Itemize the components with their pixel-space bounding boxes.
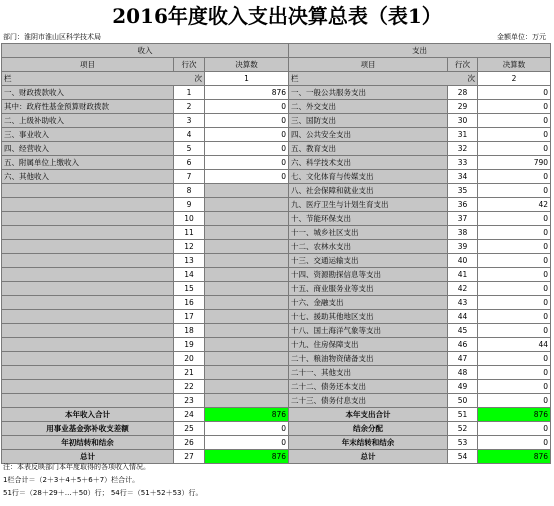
ci-label: 次: [467, 74, 476, 83]
income-item-label: [2, 324, 174, 338]
expense-summary-row-number: 53: [448, 436, 478, 450]
income-item-label: [2, 268, 174, 282]
table-row: [2, 212, 551, 226]
income-row-number: 8: [174, 184, 205, 198]
expense-amount: 0: [478, 366, 551, 380]
income-amount: [205, 366, 289, 380]
expense-row-number: 37: [448, 212, 478, 226]
income-summary-row-number: 26: [174, 436, 205, 450]
expense-summary-amount: 876: [478, 450, 551, 464]
income-row-number: 14: [174, 268, 205, 282]
budget-table: [1, 43, 551, 464]
income-amount: 0: [205, 142, 289, 156]
expense-row-number: 48: [448, 366, 478, 380]
summary-row: [2, 422, 551, 436]
income-amount: [205, 254, 289, 268]
expense-summary-label: 本年支出合计: [289, 408, 448, 422]
section-header-row: [2, 44, 551, 58]
expense-amount: 0: [478, 394, 551, 408]
income-item-label: 六、其他收入: [2, 170, 174, 184]
table-row: [2, 366, 551, 380]
expense-row-number: 29: [448, 100, 478, 114]
income-amount: [205, 352, 289, 366]
expense-item-label: 九、医疗卫生与计划生育支出: [289, 198, 448, 212]
income-row-number: 23: [174, 394, 205, 408]
expense-amount: 0: [478, 100, 551, 114]
table-row: [2, 394, 551, 408]
expense-item-label: 五、教育支出: [289, 142, 448, 156]
expense-item-label: 一、一般公共服务支出: [289, 86, 448, 100]
expense-item-label: 二、外交支出: [289, 100, 448, 114]
expense-amount: 0: [478, 184, 551, 198]
income-amount: 876: [205, 86, 289, 100]
table-row: [2, 86, 551, 100]
expense-item-label: 八、社会保障和就业支出: [289, 184, 448, 198]
income-amount: 0: [205, 170, 289, 184]
expense-amount: 0: [478, 282, 551, 296]
income-row-number: 9: [174, 198, 205, 212]
footnotes: [3, 461, 202, 500]
expense-summary-label: 年末结转和结余: [289, 436, 448, 450]
income-summary-row-number: 24: [174, 408, 205, 422]
expense-summary-amount: 0: [478, 422, 551, 436]
income-item-label: [2, 394, 174, 408]
ci-label: 次: [194, 74, 202, 83]
income-item-label: [2, 352, 174, 366]
income-amount: 0: [205, 100, 289, 114]
expense-row-number: 38: [448, 226, 478, 240]
income-summary-label: 用事业基金弥补收支差额: [2, 422, 174, 436]
income-summary-amount: 876: [205, 408, 289, 422]
expense-item-label: 六、科学技术支出: [289, 156, 448, 170]
income-row-number: 19: [174, 338, 205, 352]
table-row: [2, 268, 551, 282]
department-label: 部门：淮阴市淮山区科学技术局: [3, 33, 101, 41]
expense-amount: 0: [478, 86, 551, 100]
income-amount: [205, 226, 289, 240]
expense-lan-ci-cell: [289, 72, 478, 86]
table-row: [2, 352, 551, 366]
expense-row-number: 49: [448, 380, 478, 394]
income-row-number: 18: [174, 324, 205, 338]
income-amount: [205, 380, 289, 394]
expense-item-label: 七、文化体育与传媒支出: [289, 170, 448, 184]
expense-row-number: 42: [448, 282, 478, 296]
income-amount: [205, 268, 289, 282]
income-amount: 0: [205, 156, 289, 170]
expense-amount: 0: [478, 212, 551, 226]
income-amount: [205, 338, 289, 352]
income-row-number: 4: [174, 128, 205, 142]
expense-amount: 0: [478, 226, 551, 240]
expense-item-label: 十、节能环保支出: [289, 212, 448, 226]
income-summary-amount: 0: [205, 436, 289, 450]
expense-row-number: 32: [448, 142, 478, 156]
table-row: [2, 380, 551, 394]
table-row: [2, 282, 551, 296]
income-section-header: 收入: [2, 44, 289, 58]
income-amount: [205, 198, 289, 212]
lan-label: 栏: [4, 74, 12, 83]
footnote-line: 注：本表反映部门本年度取得的各项收入情况。: [3, 463, 150, 471]
income-row-number: 16: [174, 296, 205, 310]
income-item-label: [2, 282, 174, 296]
table-row: [2, 142, 551, 156]
expense-summary-amount: 876: [478, 408, 551, 422]
expense-amount: 0: [478, 170, 551, 184]
income-amount: [205, 212, 289, 226]
expense-item-label: 十四、资源勘探信息等支出: [289, 268, 448, 282]
summary-row: [2, 408, 551, 422]
income-item-label: [2, 226, 174, 240]
expense-summary-amount: 0: [478, 436, 551, 450]
expense-amount: 0: [478, 254, 551, 268]
income-summary-amount: 876: [205, 450, 289, 464]
expense-row-number: 40: [448, 254, 478, 268]
expense-item-label: 二十、粮油物资储备支出: [289, 352, 448, 366]
income-row-number: 2: [174, 100, 205, 114]
income-row-number: 3: [174, 114, 205, 128]
column-header-row: [2, 58, 551, 72]
expense-row-number: 39: [448, 240, 478, 254]
expense-amount: 0: [478, 324, 551, 338]
expense-row-number: 28: [448, 86, 478, 100]
expense-item-label: 二十一、其他支出: [289, 366, 448, 380]
expense-item-label: 四、公共安全支出: [289, 128, 448, 142]
income-row-number: 20: [174, 352, 205, 366]
expense-amount: 0: [478, 268, 551, 282]
income-row-number: 13: [174, 254, 205, 268]
income-summary-row-number: 27: [174, 450, 205, 464]
expense-amount: 790: [478, 156, 551, 170]
income-amount: [205, 296, 289, 310]
income-item-label: 三、事业收入: [2, 128, 174, 142]
income-amount: [205, 310, 289, 324]
expense-section-header: 支出: [289, 44, 551, 58]
income-summary-row-number: 25: [174, 422, 205, 436]
income-amount-header: 决算数: [205, 58, 289, 72]
income-row-number: 7: [174, 170, 205, 184]
income-row-number: 5: [174, 142, 205, 156]
income-row-number: 11: [174, 226, 205, 240]
income-amount: [205, 184, 289, 198]
income-item-label: [2, 380, 174, 394]
expense-row-number: 31: [448, 128, 478, 142]
table-row: [2, 310, 551, 324]
expense-amount: 0: [478, 142, 551, 156]
income-item-header: 项目: [2, 58, 174, 72]
income-row-number: 1: [174, 86, 205, 100]
income-item-label: 其中：政府性基金预算财政拨款: [2, 100, 174, 114]
income-item-label: [2, 366, 174, 380]
expense-amount: 0: [478, 310, 551, 324]
income-summary-amount: 0: [205, 422, 289, 436]
table-row: [2, 114, 551, 128]
income-summary-label: 本年收入合计: [2, 408, 174, 422]
expense-row-number: 50: [448, 394, 478, 408]
table-row: [2, 338, 551, 352]
expense-row-no-header: 行次: [448, 58, 478, 72]
income-amount: 0: [205, 128, 289, 142]
expense-item-label: 十八、国土海洋气象等支出: [289, 324, 448, 338]
expense-item-label: 二十三、债务付息支出: [289, 394, 448, 408]
expense-row-number: 47: [448, 352, 478, 366]
expense-row-number: 46: [448, 338, 478, 352]
expense-amount: 44: [478, 338, 551, 352]
income-item-label: [2, 198, 174, 212]
expense-summary-row-number: 54: [448, 450, 478, 464]
income-row-number: 21: [174, 366, 205, 380]
expense-row-number: 43: [448, 296, 478, 310]
income-row-number: 12: [174, 240, 205, 254]
expense-row-number: 30: [448, 114, 478, 128]
unit-label: 金额单位：万元: [497, 33, 546, 41]
table-row: [2, 128, 551, 142]
income-summary-label: 年初结转和结余: [2, 436, 174, 450]
expense-summary-row-number: 51: [448, 408, 478, 422]
table-row: [2, 254, 551, 268]
expense-row-number: 36: [448, 198, 478, 212]
expense-amount-header: 决算数: [478, 58, 551, 72]
expense-amount: 0: [478, 128, 551, 142]
table-row: [2, 156, 551, 170]
income-amount: [205, 240, 289, 254]
expense-summary-label: 结余分配: [289, 422, 448, 436]
income-item-label: [2, 212, 174, 226]
expense-item-label: 十九、住房保障支出: [289, 338, 448, 352]
expense-item-label: 十三、交通运输支出: [289, 254, 448, 268]
income-row-number: 22: [174, 380, 205, 394]
income-item-label: 二、上级补助收入: [2, 114, 174, 128]
income-amount: [205, 324, 289, 338]
income-row-number: 10: [174, 212, 205, 226]
table-row: [2, 296, 551, 310]
expense-row-number: 45: [448, 324, 478, 338]
expense-amount: 0: [478, 352, 551, 366]
table-row: [2, 198, 551, 212]
income-col-index: 1: [205, 72, 289, 86]
income-item-label: 四、经营收入: [2, 142, 174, 156]
expense-amount: 0: [478, 114, 551, 128]
income-item-label: [2, 240, 174, 254]
footnote-line: 51行＝（28＋29＋…＋50）行； 54行＝（51＋52＋53）行。: [3, 489, 203, 497]
expense-item-label: 十六、金融支出: [289, 296, 448, 310]
income-lan-ci-cell: [2, 72, 205, 86]
expense-item-label: 十一、城乡社区支出: [289, 226, 448, 240]
income-amount: [205, 394, 289, 408]
table-row: [2, 240, 551, 254]
expense-amount: 0: [478, 380, 551, 394]
table-row: [2, 170, 551, 184]
income-row-number: 6: [174, 156, 205, 170]
income-item-label: 五、附属单位上缴收入: [2, 156, 174, 170]
expense-amount: 0: [478, 240, 551, 254]
table-row: [2, 226, 551, 240]
expense-row-number: 34: [448, 170, 478, 184]
table-row: [2, 324, 551, 338]
income-item-label: [2, 310, 174, 324]
expense-row-number: 33: [448, 156, 478, 170]
table-row: [2, 100, 551, 114]
income-row-number: 17: [174, 310, 205, 324]
expense-row-number: 35: [448, 184, 478, 198]
expense-summary-row-number: 52: [448, 422, 478, 436]
income-item-label: [2, 184, 174, 198]
expense-summary-label: 总计: [289, 450, 448, 464]
expense-row-number: 41: [448, 268, 478, 282]
expense-item-label: 三、国防支出: [289, 114, 448, 128]
income-item-label: [2, 296, 174, 310]
income-row-number: 15: [174, 282, 205, 296]
income-row-no-header: 行次: [174, 58, 205, 72]
lan-label: 栏: [291, 74, 299, 83]
income-summary-label: 总计: [2, 450, 174, 464]
footnote-line: 1栏合计＝（2＋3＋4＋5＋6＋7）栏合计。: [3, 476, 140, 484]
expense-item-label: 十二、农林水支出: [289, 240, 448, 254]
expense-col-index: 2: [478, 72, 551, 86]
page-title: 2016年度收入支出决算总表（表1）: [112, 4, 442, 28]
expense-amount: 42: [478, 198, 551, 212]
income-item-label: 一、财政拨款收入: [2, 86, 174, 100]
expense-item-header: 项目: [289, 58, 448, 72]
summary-row: [2, 436, 551, 450]
expense-row-number: 44: [448, 310, 478, 324]
expense-item-label: 十七、援助其他地区支出: [289, 310, 448, 324]
income-amount: 0: [205, 114, 289, 128]
column-index-row: [2, 72, 551, 86]
income-amount: [205, 282, 289, 296]
expense-item-label: 十五、商业服务业等支出: [289, 282, 448, 296]
table-row: [2, 184, 551, 198]
expense-item-label: 二十二、债务还本支出: [289, 380, 448, 394]
expense-amount: 0: [478, 296, 551, 310]
income-item-label: [2, 254, 174, 268]
income-item-label: [2, 338, 174, 352]
